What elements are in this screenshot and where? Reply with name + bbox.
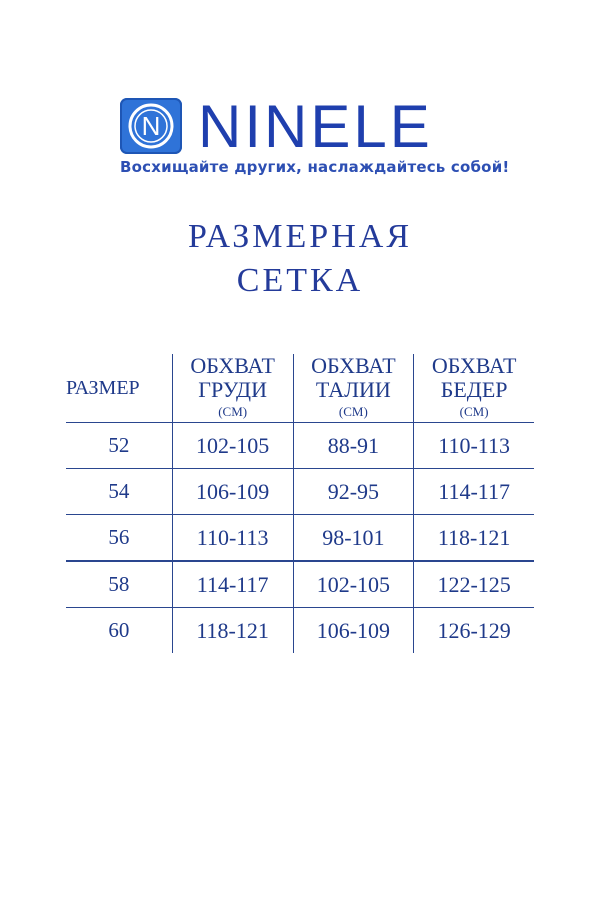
header-hips (414, 354, 534, 423)
header-hips-line2: БЕДЕР (440, 377, 508, 402)
header-chest-line1: ОБХВАТ (190, 353, 275, 378)
size-chart-table (66, 354, 534, 653)
cell-hips: 118-121 (414, 515, 534, 562)
cell-waist: 88-91 (293, 423, 414, 469)
header-chest-unit: (СМ) (218, 404, 248, 419)
cell-chest: 106-109 (172, 469, 293, 515)
header-waist-line2: ТАЛИИ (315, 377, 391, 402)
table-header-row (66, 354, 534, 423)
cell-chest: 110-113 (172, 515, 293, 562)
header-waist-unit: (СМ) (338, 404, 368, 419)
cell-waist: 106-109 (293, 608, 414, 654)
cell-size: 60 (66, 608, 172, 654)
header-waist (293, 354, 414, 423)
header-chest-line2: ГРУДИ (198, 377, 267, 402)
cell-size: 52 (66, 423, 172, 469)
header-hips-unit: (СМ) (459, 404, 489, 419)
cell-chest: 118-121 (172, 608, 293, 654)
cell-waist: 98-101 (293, 515, 414, 562)
cell-size: 58 (66, 561, 172, 608)
cell-size: 56 (66, 515, 172, 562)
brand-name: NINELE (198, 93, 433, 160)
cell-waist: 102-105 (293, 561, 414, 608)
table-row (66, 469, 534, 515)
page-title-line2: СЕТКА (236, 262, 364, 299)
cell-hips: 122-125 (414, 561, 534, 608)
cell-chest: 114-117 (172, 561, 293, 608)
table-row (66, 608, 534, 654)
cell-size: 54 (66, 469, 172, 515)
logo-letter: N (141, 111, 161, 141)
cell-hips: 126-129 (414, 608, 534, 654)
brand-tagline: Восхищайте других, наслаждайтесь собой! (120, 158, 510, 176)
table-row (66, 561, 534, 608)
header-hips-line1: ОБХВАТ (431, 353, 517, 378)
cell-chest: 102-105 (172, 423, 293, 469)
cell-hips: 110-113 (414, 423, 534, 469)
header-size: РАЗМЕР (66, 377, 140, 399)
brand-logo (120, 93, 510, 188)
header-chest (172, 354, 293, 423)
logo-badge-icon (120, 98, 182, 154)
table-row (66, 515, 534, 562)
table-row (66, 423, 534, 469)
page-title-line1: РАЗМЕРНАЯ (188, 218, 412, 255)
cell-waist: 92-95 (293, 469, 414, 515)
cell-hips: 114-117 (414, 469, 534, 515)
header-waist-line1: ОБХВАТ (311, 353, 396, 378)
